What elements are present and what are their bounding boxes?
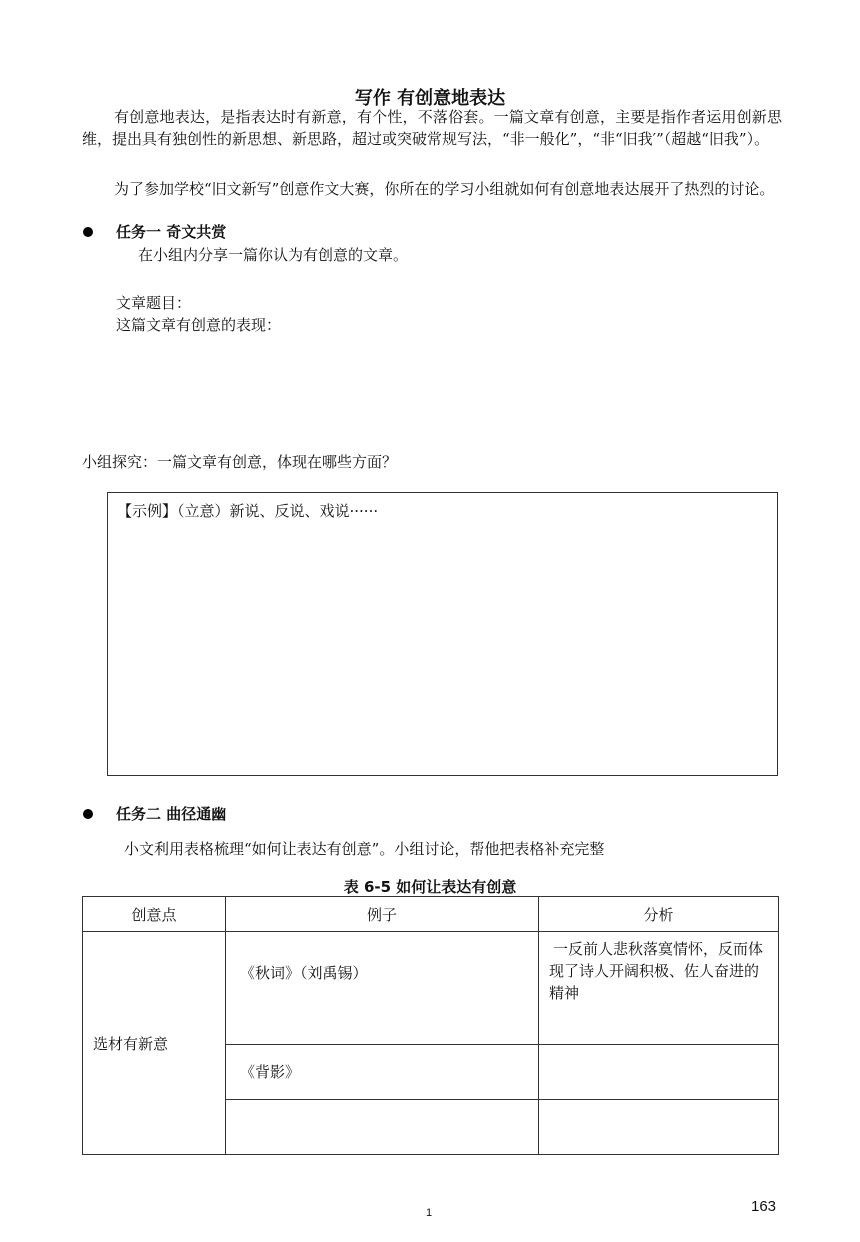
analysis-text xyxy=(539,1045,778,1051)
example-answer-box[interactable] xyxy=(107,492,778,776)
article-title-label: 文章题目： xyxy=(116,294,192,312)
header-example: 例子 xyxy=(226,897,539,932)
example-text xyxy=(226,1100,538,1106)
page-number-right: 163 xyxy=(751,1198,777,1215)
analysis-cell[interactable] xyxy=(539,932,779,1045)
example-text: 《秋词》（刘禹锡） xyxy=(240,964,368,982)
task2-heading: 任务二 曲径通幽 xyxy=(116,805,227,823)
task1-heading: 任务一 奇文共赏 xyxy=(116,223,227,241)
group-label: 选材有新意 xyxy=(93,1034,169,1053)
example-cell[interactable] xyxy=(226,1045,539,1100)
bullet-icon xyxy=(83,809,93,819)
table-row xyxy=(83,932,779,1045)
context-paragraph: 为了参加学校“旧文新写”创意作文大赛，你所在的学习小组就如何有创意地表达展开了热烈的讨论。 xyxy=(114,180,775,198)
example-cell[interactable] xyxy=(226,1100,539,1155)
header-creative-point: 创意点 xyxy=(83,897,226,932)
analysis-text xyxy=(539,1100,778,1106)
example-cell[interactable] xyxy=(226,932,539,1045)
table-caption: 表 6-5 如何让表达有创意 xyxy=(343,878,517,896)
analysis-text: 一反前人悲秋落寞情怀，反而体现了诗人开阔积极、佐人奋进的精神 xyxy=(549,940,764,1002)
header-analysis: 分析 xyxy=(539,897,779,932)
intro-paragraph: 有创意地表达，是指表达时有新意，有个性，不落俗套。一篇文章有创意，主要是指作者运用创新思维，提出具有独创性的新思想、新思路，超过或突破常规写法，“非一般化”，“非“旧我′”（超越“旧我”）。 xyxy=(82,108,782,148)
page-number-center: 1 xyxy=(426,1207,433,1219)
bullet-icon xyxy=(83,227,93,237)
page-title: 写作 有创意地表达 xyxy=(354,88,506,109)
creativity-table xyxy=(82,896,779,1155)
example-text: 《背影》 xyxy=(240,1063,301,1081)
group-label-cell xyxy=(83,932,226,1155)
analysis-cell[interactable] xyxy=(539,1100,779,1155)
group-inquiry-text: 小组探究：一篇文章有创意，体现在哪些方面？ xyxy=(82,453,398,471)
example-text: 【示例】（立意）新说、反说、戏说······ xyxy=(117,502,379,520)
task1-instruction: 在小组内分享一篇你认为有创意的文章。 xyxy=(138,246,409,264)
creativity-label: 这篇文章有创意的表现： xyxy=(116,316,282,334)
task2-instruction: 小文利用表格梳理“如何让表达有创意”。小组讨论，帮他把表格补充完整 xyxy=(124,840,605,858)
analysis-cell[interactable] xyxy=(539,1045,779,1100)
table-header-row xyxy=(83,897,779,932)
